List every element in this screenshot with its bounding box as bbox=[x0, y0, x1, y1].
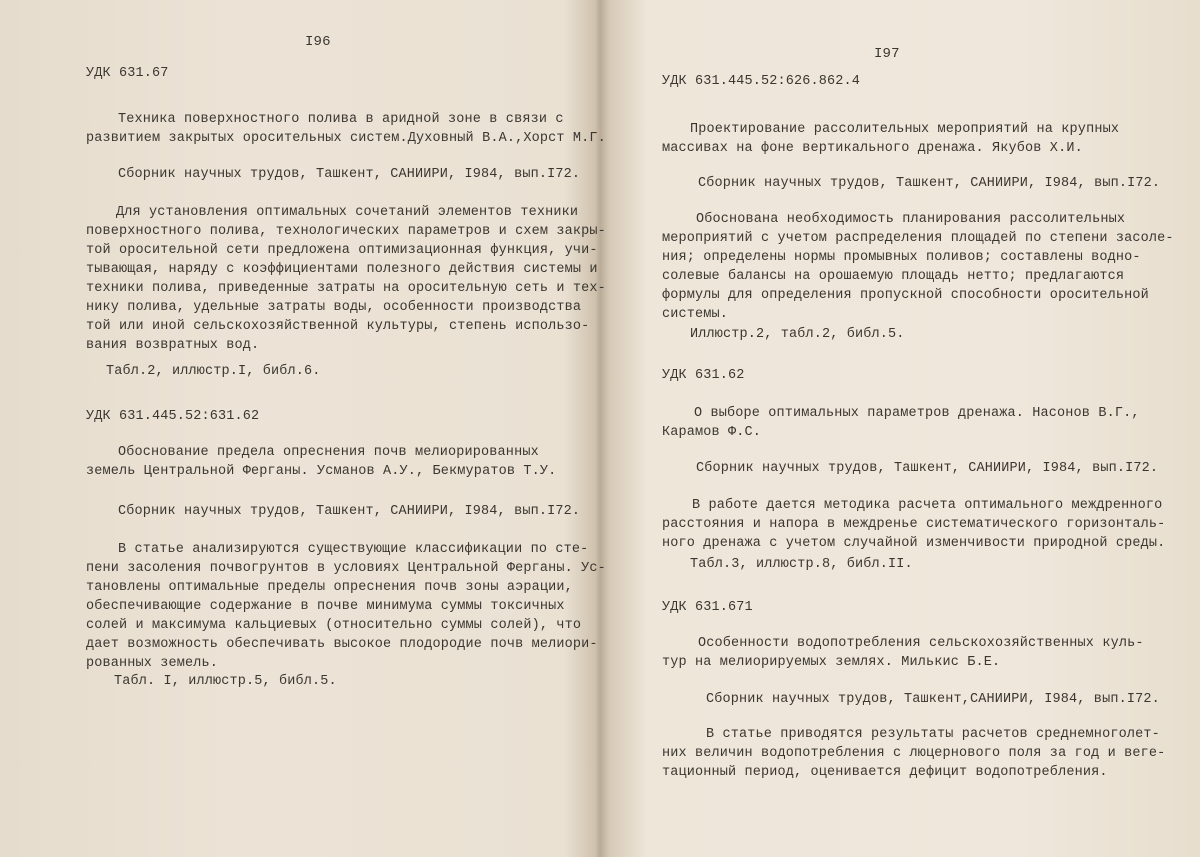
article-title: О выборе оптимальных параметров дренажа. Насонов В.Г., Карамов Ф.С. bbox=[662, 406, 1140, 440]
article-abstract: Обоснована необходимость планирования рассолительных мероприятий с учетом распределения площадей по степени засоле- ния; определены нормы промывных поливов; составлены водно- солевые балансы на орошаемую площадь нетто; предлагаются формулы для определения пропускной способности оросительной системы. bbox=[662, 212, 1174, 322]
article-title: Особенности водопотребления сельскохозяйственных куль- тур на мелиорируемых землях. Милькис Б.Е. bbox=[662, 636, 1144, 670]
article-abstract: В работе дается методика расчета оптимального междренного расстояния и напора в междренье систематического горизонталь- ного дренажа с учетом случайной изменчивости природной среды. bbox=[662, 498, 1166, 551]
article-title: Обоснование предела опреснения почв мелиорированных земель Центральной Ферганы. Усманов А.У., Бекмуратов Т.У. bbox=[86, 445, 557, 479]
article-abstract: Для установления оптимальных сочетаний элементов техники поверхностного полива, технологических параметров и схем закры- той оросительной сети предложена оптимизационная функция, учи- тывающая, наряду с коэффициентами полезного действия системы и техники полива, приведенные затраты на оросительную сеть и тех- нику полива, удельные затраты воды, особенности производства той или иной сельскохозяйственной культуры, степень использо- вания возвратных вод. bbox=[86, 205, 606, 353]
udc-code: УДК 631.671 bbox=[662, 600, 753, 615]
article-title: Проектирование рассолительных мероприятий на крупных массивах на фоне вертикального дренажа. Якубов Х.И. bbox=[662, 122, 1120, 156]
article-abstract: В статье анализируются существующие классификации по сте- пени засоления почвогрунтов в условиях Центральной Ферганы. Ус- тановлены оптимальные пределы опреснения почв зоны аэрации, обеспечивающие содержание в почве минимума суммы токсичных солей и максимума кальциевых (относительно суммы солей), что дает возможность обеспечивать высокое плодородие почв мелиори- рованных земель. bbox=[86, 542, 606, 671]
article-abstract: В статье приводятся результаты расчетов среднемноголет- них величин водопотребления с люцернового поля за год и веге- тационный период, оценивается дефицит водопотребления. bbox=[662, 727, 1166, 780]
article-source: Сборник научных трудов, Ташкент, САНИИРИ, I984, вып.I72. bbox=[696, 461, 1159, 476]
udc-code: УДК 631.445.52:631.62 bbox=[86, 409, 260, 424]
page-number: I97 bbox=[874, 46, 900, 62]
article-refs: Табл.2, иллюстр.I, библ.6. bbox=[106, 364, 321, 379]
right-page bbox=[602, 0, 1200, 857]
article-source: Сборник научных трудов, Ташкент,САНИИРИ, I984, вып.I72. bbox=[706, 692, 1160, 707]
udc-code: УДК 631.62 bbox=[662, 368, 745, 383]
article-refs: Табл.3, иллюстр.8, библ.II. bbox=[690, 557, 913, 572]
article-refs: Табл. I, иллюстр.5, библ.5. bbox=[114, 674, 337, 689]
article-source: Сборник научных трудов, Ташкент, САНИИРИ, I984, вып.I72. bbox=[698, 176, 1161, 191]
page-number: I96 bbox=[305, 34, 331, 50]
udc-code: УДК 631.445.52:626.862.4 bbox=[662, 74, 861, 89]
article-refs: Иллюстр.2, табл.2, библ.5. bbox=[690, 327, 905, 342]
udc-code: УДК 631.67 bbox=[86, 66, 169, 81]
article-source: Сборник научных трудов, Ташкент, САНИИРИ, I984, вып.I72. bbox=[118, 167, 581, 182]
article-title: Техника поверхностного полива в аридной зоне в связи с развитием закрытых оросительных систем.Духовный В.А.,Хорст М.Г. bbox=[86, 112, 606, 146]
article-source: Сборник научных трудов, Ташкент, САНИИРИ, I984, вып.I72. bbox=[118, 504, 581, 519]
